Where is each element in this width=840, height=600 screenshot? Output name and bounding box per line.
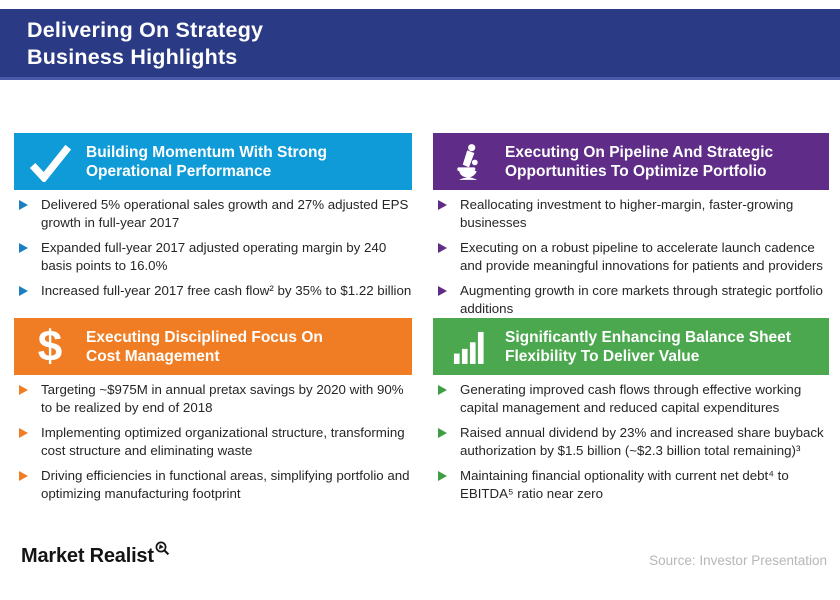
- section-title-line: Cost Management: [86, 347, 220, 365]
- triangle-bullet-icon: [19, 385, 28, 395]
- section-title-line: Significantly Enhancing Balance Sheet: [505, 328, 791, 346]
- section-title: [505, 143, 777, 181]
- triangle-bullet-icon: [19, 243, 28, 253]
- list-item: [19, 381, 412, 417]
- bullet-text: Executing on a robust pipeline to accelerate launch cadence and provide meaningful innovations for patients and providers: [460, 240, 823, 273]
- triangle-bullet-icon: [19, 471, 28, 481]
- bullet-text: Generating improved cash flows through effective working capital management and reduced capital expenditures: [460, 382, 802, 415]
- list-item: [438, 196, 829, 232]
- section-title: [86, 328, 327, 366]
- section-header-cost: [14, 318, 412, 375]
- triangle-bullet-icon: [438, 385, 447, 395]
- section-title: [505, 328, 795, 366]
- logo-text: Market Realist: [21, 545, 154, 567]
- section-header-operational: [14, 133, 412, 190]
- section-title-line: Building Momentum With Strong: [86, 143, 327, 161]
- slide-header-band: [0, 9, 840, 80]
- bullet-text: Driving efficiencies in functional areas, simplifying portfolio and optimizing manufacturing footprint: [41, 468, 410, 501]
- triangle-bullet-icon: [438, 286, 447, 296]
- list-item: [438, 381, 829, 417]
- section-title-line: Opportunities To Optimize Portfolio: [505, 162, 767, 180]
- triangle-bullet-icon: [19, 286, 28, 296]
- section-header-pipeline: [433, 133, 829, 190]
- bullet-list-cost: [14, 375, 412, 503]
- quadrant-pipeline-portfolio: [433, 133, 829, 318]
- dollar-icon: $: [37, 321, 63, 371]
- triangle-bullet-icon: [438, 471, 447, 481]
- triangle-bullet-icon: [438, 243, 447, 253]
- bar-chart-icon: [433, 330, 505, 364]
- right-column: [433, 133, 829, 510]
- triangle-bullet-icon: [438, 428, 447, 438]
- bullet-text: Increased full-year 2017 free cash flow² by 35% to $1.22 billion: [41, 283, 412, 298]
- section-title-line: Executing On Pipeline And Strategic: [505, 143, 774, 161]
- list-item: [19, 467, 412, 503]
- list-item: [438, 282, 829, 318]
- list-item: [438, 467, 829, 503]
- left-column: [14, 133, 412, 510]
- magnifier-icon: [155, 541, 170, 556]
- microscope-icon: [433, 143, 505, 181]
- section-header-balance-sheet: [433, 318, 829, 375]
- triangle-bullet-icon: [19, 200, 28, 210]
- source-attribution: Source: Investor Presentation: [649, 553, 827, 568]
- bullet-text: Implementing optimized organizational structure, transforming cost structure and eliminating waste: [41, 425, 405, 458]
- list-item: [19, 196, 412, 232]
- bullet-text: Targeting ~$975M in annual pretax savings by 2020 with 90% to be realized by end of 2018: [41, 382, 404, 415]
- list-item: [19, 424, 412, 460]
- quadrant-operational-performance: [14, 133, 412, 318]
- bullet-text: Maintaining financial optionality with current net debt⁴ to EBITDA⁵ ratio near zero: [460, 468, 789, 501]
- section-title-line: Flexibility To Deliver Value: [505, 347, 700, 365]
- quadrant-cost-management: [14, 318, 412, 503]
- bullet-text: Reallocating investment to higher-margin, faster-growing businesses: [460, 197, 794, 230]
- section-title-line: Executing Disciplined Focus On: [86, 328, 323, 346]
- list-item: [438, 424, 829, 460]
- list-item: [19, 282, 412, 300]
- bullet-text: Augmenting growth in core markets through strategic portfolio additions: [460, 283, 823, 316]
- triangle-bullet-icon: [438, 200, 447, 210]
- page-title-line-1: Delivering On Strategy: [27, 18, 264, 42]
- checkmark-icon: [14, 142, 86, 182]
- list-item: [19, 239, 412, 275]
- quadrant-balance-sheet: [433, 318, 829, 503]
- bullet-text: Delivered 5% operational sales growth and 27% adjusted EPS growth in full-year 2017: [41, 197, 409, 230]
- section-title: [86, 143, 331, 181]
- section-title-line: Operational Performance: [86, 162, 272, 180]
- page-title-line-2: Business Highlights: [27, 45, 238, 69]
- bullet-list-balance-sheet: [433, 375, 829, 503]
- list-item: [438, 239, 829, 275]
- page-title: [0, 9, 840, 71]
- bullet-list-operational: [14, 190, 412, 318]
- market-realist-logo: [21, 541, 170, 568]
- bullet-text: Expanded full-year 2017 adjusted operating margin by 240 basis points to 16.0%: [41, 240, 387, 273]
- triangle-bullet-icon: [19, 428, 28, 438]
- bullet-text: Raised annual dividend by 23% and increased share buyback authorization by $1.5 billion (~$2.3 billion total remaining)³: [460, 425, 824, 458]
- bullet-list-pipeline: [433, 190, 829, 318]
